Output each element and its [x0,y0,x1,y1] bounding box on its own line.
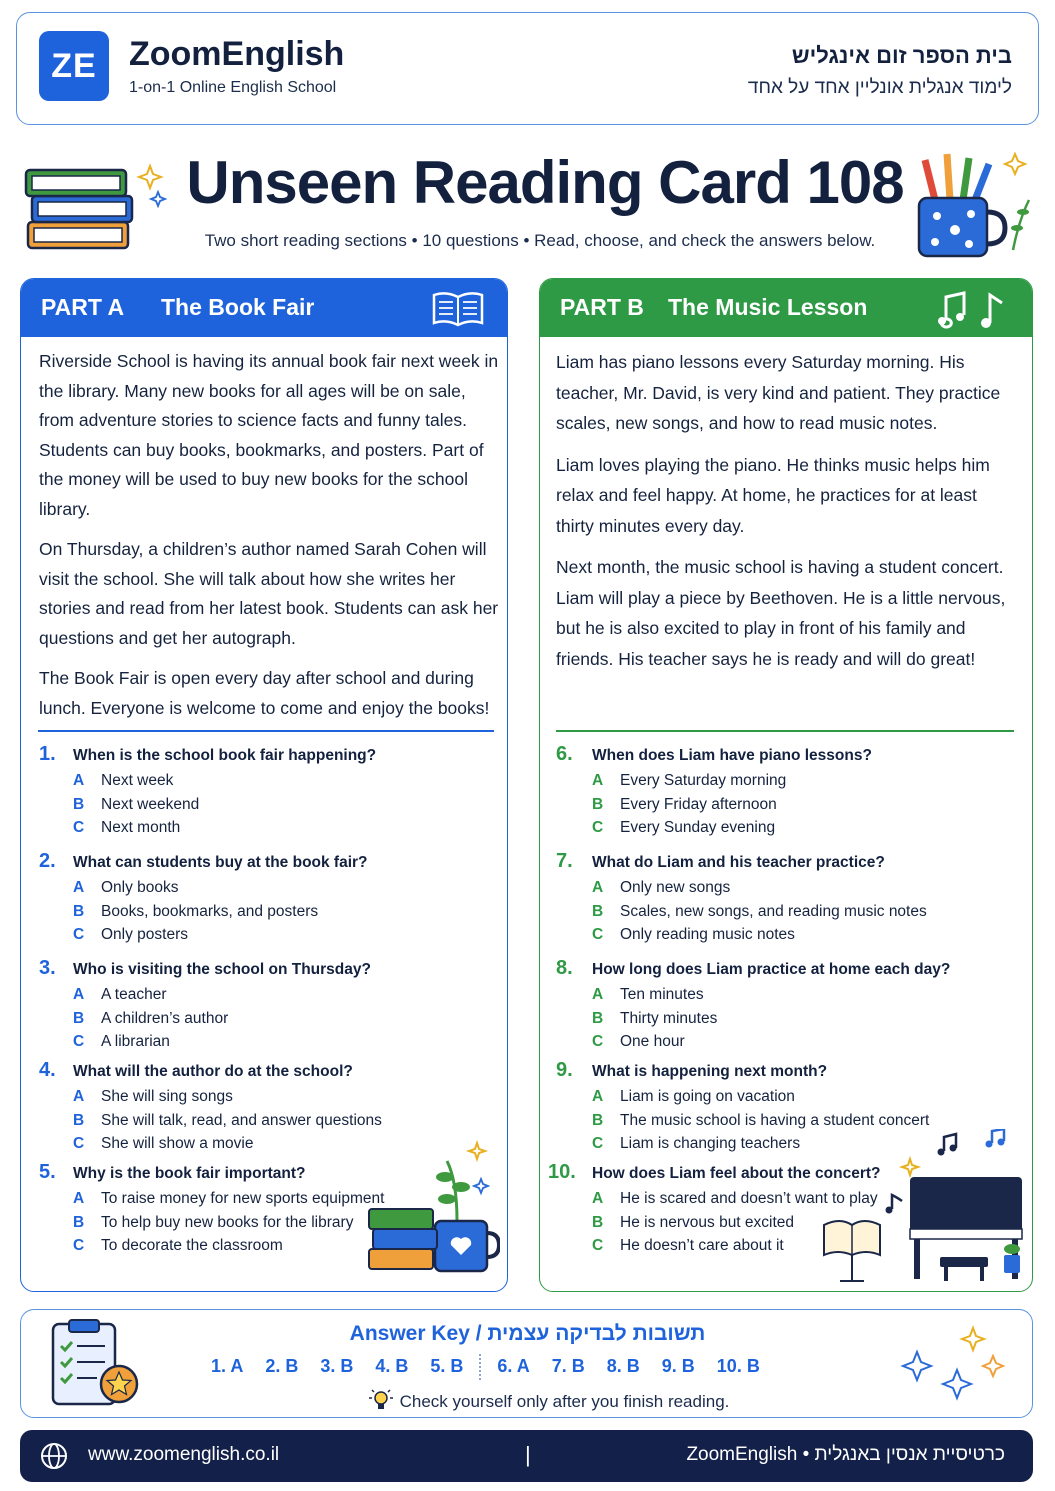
part-a-header [21,279,507,337]
option-text: Liam is changing teachers [620,1135,801,1152]
option-letter: C [592,926,604,943]
option-letter: B [592,1111,604,1129]
option-text: He doesn’t care about it [620,1237,784,1254]
option-letter: B [73,1213,85,1231]
option-text: Scales, new songs, and reading music notes [620,902,927,920]
answer-option[interactable] [592,1112,929,1130]
answer-option[interactable] [592,903,927,921]
answer-option[interactable] [592,772,786,790]
answer-item: 4. B [375,1355,409,1376]
option-text: Next week [101,772,174,789]
brand-name: ZoomEnglish [129,35,345,73]
answer-key-note-text: Check yourself only after you finish reading. [399,1392,730,1411]
answer-option[interactable] [592,1214,794,1232]
option-letter: C [592,1033,604,1050]
option-letter: B [592,1213,604,1231]
divider [38,730,494,732]
answer-option[interactable] [592,819,775,837]
part-b-reading [556,347,1018,685]
option-text: Only posters [101,926,189,943]
answer-option[interactable] [73,1237,283,1255]
answer-item: 5. B [430,1355,464,1376]
website-link[interactable]: www.zoomenglish.co.il [88,1444,280,1465]
answer-option[interactable] [592,926,795,944]
option-text: One hour [620,1033,685,1050]
reading-paragraph: On Thursday, a children’s author named Sarah Cohen will visit the school. She will talk about how she writes her stories and read from her latest book. Students can ask her questions and get her autograph. [39,539,499,648]
option-letter: A [73,772,85,789]
part-a-label: PART A [41,294,125,320]
school-header [16,12,1039,125]
option-text: Liam is going on vacation [620,1088,795,1105]
answer-option[interactable] [592,1135,800,1153]
option-text: Only reading music notes [620,926,795,943]
answer-option[interactable] [73,796,199,814]
hebrew-school-name: בית הספר זום אינגליש [791,43,1012,68]
question-text: What will the author do at the school? [73,1063,353,1080]
option-text: Books, bookmarks, and posters [101,902,319,920]
answer-option[interactable] [592,796,777,814]
option-letter: C [73,1033,85,1050]
option-letter: A [73,1088,85,1105]
question-text: Who is visiting the school on Thursday? [73,961,371,978]
part-a-title: The Book Fair [161,294,315,320]
option-letter: B [73,1009,85,1027]
part-b-header [540,279,1032,337]
option-text: The music school is having a student concert [620,1111,930,1129]
question-number: 4. [39,1059,56,1081]
option-text: She will talk, read, and answer questions [101,1111,382,1129]
books-and-mug-icon [365,1137,500,1277]
question-text: What do Liam and his teacher practice? [592,854,885,871]
option-letter: C [592,1237,604,1254]
option-letter: C [592,819,604,836]
question-number: 6. [556,743,573,765]
option-text: Only new songs [620,879,731,896]
answer-option[interactable] [73,1214,353,1232]
option-text: To decorate the classroom [101,1237,283,1254]
option-letter: B [73,795,85,813]
option-text: She will show a movie [101,1135,254,1152]
option-text: Every Sunday evening [620,819,776,836]
option-text: A children’s author [101,1009,229,1027]
pencil-cup-icon [905,150,1040,265]
option-letter: A [73,879,85,896]
answer-option[interactable] [73,879,179,897]
option-letter: A [592,1088,604,1105]
reading-paragraph: Liam loves playing the piano. He thinks music helps him relax and feel happy. At home, he practices for at least thirty minutes every day. [556,454,990,536]
answer-item: 9. B [661,1355,695,1376]
part-b-label: PART B [560,294,644,320]
option-text: Next month [101,819,181,836]
option-text: Thirty minutes [620,1009,718,1027]
answer-option[interactable] [73,1135,253,1153]
lightbulb-icon [368,1388,394,1412]
answer-key-title: Answer Key / תשובות לבדיקה עצמית [349,1322,706,1345]
option-letter: A [592,879,604,896]
option-letter: B [592,795,604,813]
answer-option[interactable] [592,879,730,897]
question-number: 2. [39,850,56,872]
footer-separator: | [525,1442,531,1467]
answer-key-panel [20,1309,1033,1418]
divider [556,730,1014,732]
hebrew-tagline: לימוד אנגלית אונליין אחד על אחד [747,77,1012,98]
question-number: 7. [556,850,573,872]
answer-item: 1. A [211,1355,244,1376]
answer-key-row [211,1354,782,1380]
option-text: Every Saturday morning [620,772,787,789]
answer-option[interactable] [73,926,188,944]
answer-item: 7. B [551,1355,585,1376]
option-text: Next weekend [101,795,200,813]
option-text: To help buy new books for the library [101,1213,354,1231]
option-letter: C [592,1135,604,1152]
logo: ZE [39,31,109,101]
option-letter: A [592,772,604,789]
answer-option[interactable] [73,819,180,837]
music-notes-icon [934,289,1010,329]
brand-tagline: 1-on-1 Online English School [129,79,337,96]
answer-option[interactable] [73,1112,382,1130]
answer-option[interactable] [73,1190,384,1208]
page-title: Unseen Reading Card 108 [186,149,904,216]
reading-paragraph: Riverside School is having its annual book fair next week in the library. Many new books for all ages will be on sale, from adventure stories to science facts and funny tales. Students can buy books, bookmarks, and posters. Part of the money will be used to buy new books for the school library. [39,351,499,519]
question-number: 10. [548,1161,576,1183]
option-letter: C [73,1135,85,1152]
answer-item: 2. B [265,1355,299,1376]
option-text: Ten minutes [620,986,704,1003]
option-letter: B [592,1009,604,1027]
option-text: She will sing songs [101,1088,233,1105]
option-text: He is nervous but excited [620,1213,795,1231]
page-subtitle: Two short reading sections • 10 questions • Read, choose, and check the answers below. [204,231,876,250]
answer-option[interactable] [73,903,318,921]
answer-item: 6. A [497,1355,530,1376]
option-text: Only books [101,879,179,896]
option-text: A teacher [101,986,167,1003]
question-text: What is happening next month? [592,1063,828,1080]
question-text: Why is the book fair important? [73,1165,306,1182]
answer-option[interactable] [592,1088,795,1106]
option-text: Every Friday afternoon [620,795,777,813]
answer-option[interactable] [73,1010,228,1028]
open-book-icon [431,289,485,327]
question-number: 8. [556,957,573,979]
question-number: 1. [39,743,56,765]
answer-option[interactable] [73,986,167,1004]
question-text: How long does Liam practice at home each day? [592,961,951,978]
question-number: 3. [39,957,56,979]
footer-brand: ZoomEnglish • כרטיסיית אנסין באנגלית [686,1444,1005,1465]
part-b-panel [539,278,1033,1292]
answer-option[interactable] [592,1033,685,1051]
option-letter: B [592,902,604,920]
question-text: When does Liam have piano lessons? [592,747,872,764]
option-letter: C [73,926,85,943]
question-number: 5. [39,1161,56,1183]
sparkles-icon [897,1324,1007,1408]
answer-option[interactable] [73,1033,170,1051]
answer-option[interactable] [592,1237,784,1255]
question-number: 9. [556,1059,573,1081]
option-letter: B [73,1111,85,1129]
reading-paragraph: Liam has piano lessons every Saturday morning. His teacher, Mr. David, is very kind and patient. They practice scales, new songs, and how to read music notes. [556,352,1001,433]
answer-option[interactable] [73,772,173,790]
option-letter: A [592,986,604,1003]
option-text: A librarian [101,1033,170,1050]
part-b-title: The Music Lesson [668,294,868,320]
option-text: He is scared and doesn’t want to play [620,1190,878,1207]
part-a-reading [39,347,499,734]
option-letter: C [73,819,85,836]
option-letter: C [73,1237,85,1254]
footer [20,1430,1033,1482]
answer-option[interactable] [592,1010,717,1028]
option-letter: A [592,1190,604,1207]
answer-item: 10. B [716,1355,760,1376]
answer-option[interactable] [592,986,704,1004]
answer-divider [479,1354,481,1380]
reading-paragraph: Next month, the music school is having a student concert. Liam will play a piece by Beethoven. He is a little nervous, but he is also excited to play in front of his family and friends. His teacher says he is ready and will do great! [556,557,1006,669]
answer-item: 3. B [320,1355,354,1376]
question-text: How does Liam feel about the concert? [592,1165,881,1182]
globe-icon [40,1442,68,1470]
option-letter: B [73,902,85,920]
question-text: When is the school book fair happening? [73,747,377,764]
answer-item: 8. B [606,1355,640,1376]
reading-paragraph: The Book Fair is open every day after school and during lunch. Everyone is welcome to come and enjoy the books! [39,668,490,718]
part-a-panel [20,278,508,1292]
answer-option[interactable] [73,1088,233,1106]
option-letter: A [73,986,85,1003]
option-letter: A [73,1190,85,1207]
option-text: To raise money for new sports equipment [101,1190,385,1207]
question-text: What can students buy at the book fair? [73,854,368,871]
piano-icon [810,1129,1030,1289]
